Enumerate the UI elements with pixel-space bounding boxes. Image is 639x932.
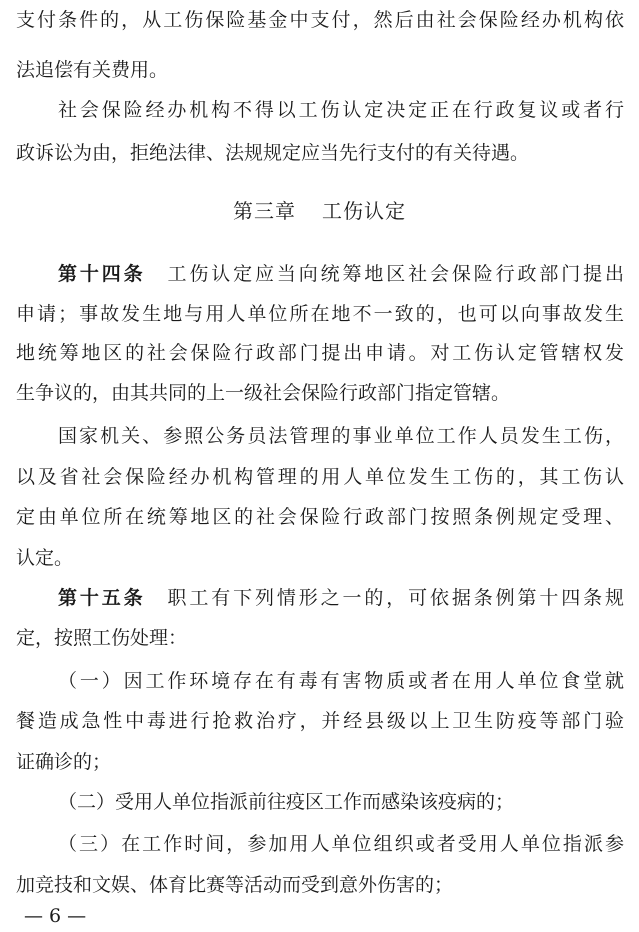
text-line: 证确诊的； <box>16 751 112 773</box>
article-15-first-line <box>58 586 624 610</box>
text-line: 定由单位所在统筹地区的社会保险行政部门按照条例规定受理、 <box>16 506 624 528</box>
text-line: 政诉讼为由，拒绝法律、法规规定应当先行支付的有关待遇。 <box>16 142 530 164</box>
article-label: 第十五条 <box>58 587 146 609</box>
text-line: 加竞技和文娱、体育比赛等活动而受到意外伤害的； <box>16 874 454 896</box>
chapter-title: 工伤认定 <box>322 199 406 223</box>
chapter-heading <box>0 198 639 224</box>
text-line: （三）在工作时间，参加用人单位组织或者受用人单位指派参 <box>58 833 624 855</box>
text-line: （一）因工作环境存在有毒有害物质或者在用人单位食堂就 <box>58 670 624 692</box>
text-line: 支付条件的，从工伤保险基金中支付，然后由社会保险经办机构依 <box>16 9 624 31</box>
text-line: （二）受用人单位指派前往疫区工作而感染该疫病的； <box>58 791 515 813</box>
text-line: 国家机关、参照公务员法管理的事业单位工作人员发生工伤， <box>58 425 624 447</box>
text-line: 餐造成急性中毒进行抢救治疗，并经县级以上卫生防疫等部门验 <box>16 710 624 732</box>
article-text: 工伤认定应当向统筹地区社会保险行政部门提出 <box>167 263 624 285</box>
article-14-first-line <box>58 262 624 286</box>
chapter-number: 第三章 <box>233 199 296 223</box>
text-line: 定，按照工伤处理： <box>16 627 188 649</box>
text-line: 社会保险经办机构不得以工伤认定决定正在行政复议或者行 <box>58 99 624 121</box>
text-line: 认定。 <box>16 547 74 569</box>
article-text: 职工有下列情形之一的，可依据条例第十四条规 <box>167 587 624 609</box>
text-line: 以及省社会保险经办机构管理的用人单位发生工伤的，其工伤认 <box>16 466 624 488</box>
page-number: — 6 — <box>24 905 87 927</box>
text-line: 地统筹地区的社会保险行政部门提出申请。对工伤认定管辖权发 <box>16 342 624 364</box>
article-label: 第十四条 <box>58 263 146 285</box>
text-line: 法追偿有关费用。 <box>16 59 169 81</box>
text-line: 生争议的，由其共同的上一级社会保险行政部门指定管辖。 <box>16 382 511 404</box>
text-line: 申请；事故发生地与用人单位所在地不一致的，也可以向事故发生 <box>16 303 624 325</box>
